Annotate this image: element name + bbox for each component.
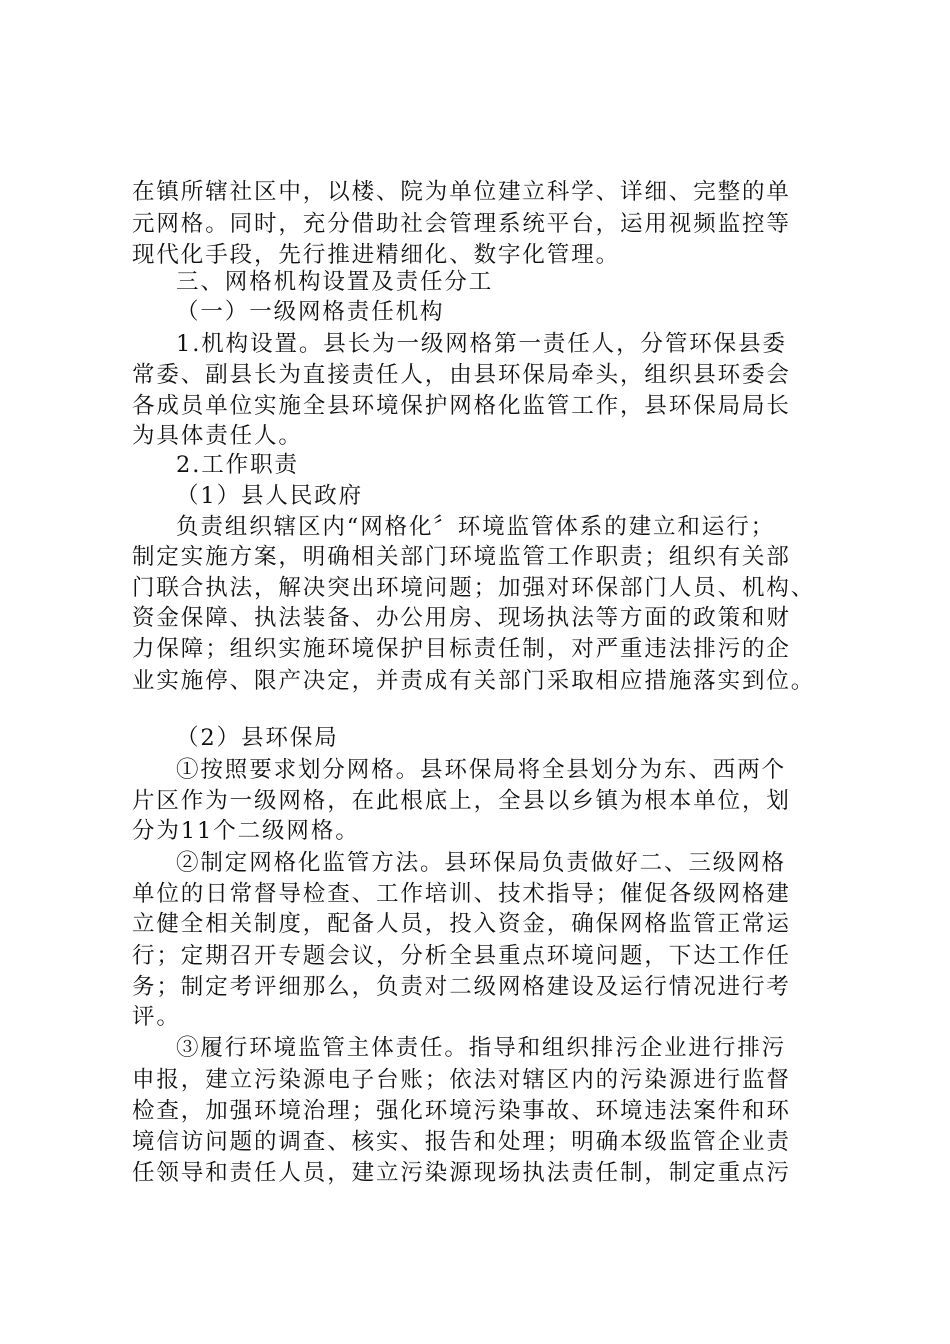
text-line: 元网格。同时，充分借助社会管理系统平台，运用视频监控等	[132, 211, 791, 237]
text-line: 务；制定考评细那么，负责对二级网格建设及运行情况进行考	[132, 974, 791, 1000]
text-line: 力保障；组织实施环境保护目标责任制，对严重违法排污的企	[132, 636, 791, 662]
text-line: 制定实施方案，明确相关部门环境监管工作职责；组织有关部	[132, 544, 791, 570]
text-line: 1.机构设置。县长为一级网格第一责任人，分管环保县委	[176, 331, 787, 357]
text-line: 申报，建立污染源电子台账；依法对辖区内的污染源进行监督	[132, 1067, 791, 1093]
text-line: 立健全相关制度，配备人员，投入资金，确保网格监管正常运	[132, 911, 791, 937]
text-line: 单位的日常督导检查、工作培训、技术指导；催促各级网格建	[132, 881, 791, 907]
text-line: ①按照要求划分网格。县环保局将全县划分为东、西两个	[176, 757, 787, 783]
text-line: 任领导和责任人员，建立污染源现场执法责任制，制定重点污	[132, 1160, 791, 1186]
text-line: 检查，加强环境治理；强化环境污染事故、环境违法案件和环	[132, 1098, 791, 1124]
text-line: 负责组织辖区内“网格化〞环境监管体系的建立和运行；	[176, 514, 776, 540]
text-line: 资金保障、执法装备、办公用房、现场执法等方面的政策和财	[132, 605, 791, 631]
subheading: 2.工作职责	[176, 452, 299, 478]
text-line: ②制定网格化监管方法。县环保局负责做好二、三级网格	[176, 850, 787, 876]
text-line: 在镇所辖社区中，以楼、院为单位建立科学、详细、完整的单	[132, 179, 791, 205]
text-line: 现代化手段，先行推进精细化、数字化管理。	[132, 242, 621, 268]
text-line: 境信访问题的调查、核实、报告和处理；明确本级监管企业责	[132, 1129, 791, 1155]
text-line: 评。	[132, 1004, 181, 1030]
text-line: 分为11个二级网格。	[132, 818, 360, 844]
subheading: （2）县环保局	[176, 725, 339, 751]
text-line: 片区作为一级网格，在此根底上，全县以乡镇为根本单位，划	[132, 788, 791, 814]
section-heading: 三、网格机构设置及责任分工	[176, 269, 494, 295]
text-line: 各成员单位实施全县环境保护网格化监管工作，县环保局局长	[132, 393, 791, 419]
subsection-heading: （一）一级网格责任机构	[176, 299, 445, 325]
text-line: 门联合执法，解决突出环境问题；加强对环保部门人员、机构、	[132, 575, 816, 601]
text-line: ③履行环境监管主体责任。指导和组织排污企业进行排污	[176, 1035, 787, 1061]
text-line: 常委、副县长为直接责任人，由县环保局牵头，组织县环委会	[132, 362, 791, 388]
text-line: 为具体责任人。	[132, 423, 303, 449]
text-line: 行；定期召开专题会议，分析全县重点环境问题，下达工作任	[132, 943, 791, 969]
subheading: （1）县人民政府	[176, 483, 364, 509]
text-line: 业实施停、限产决定，并责成有关部门采取相应措施落实到位。	[132, 668, 816, 694]
